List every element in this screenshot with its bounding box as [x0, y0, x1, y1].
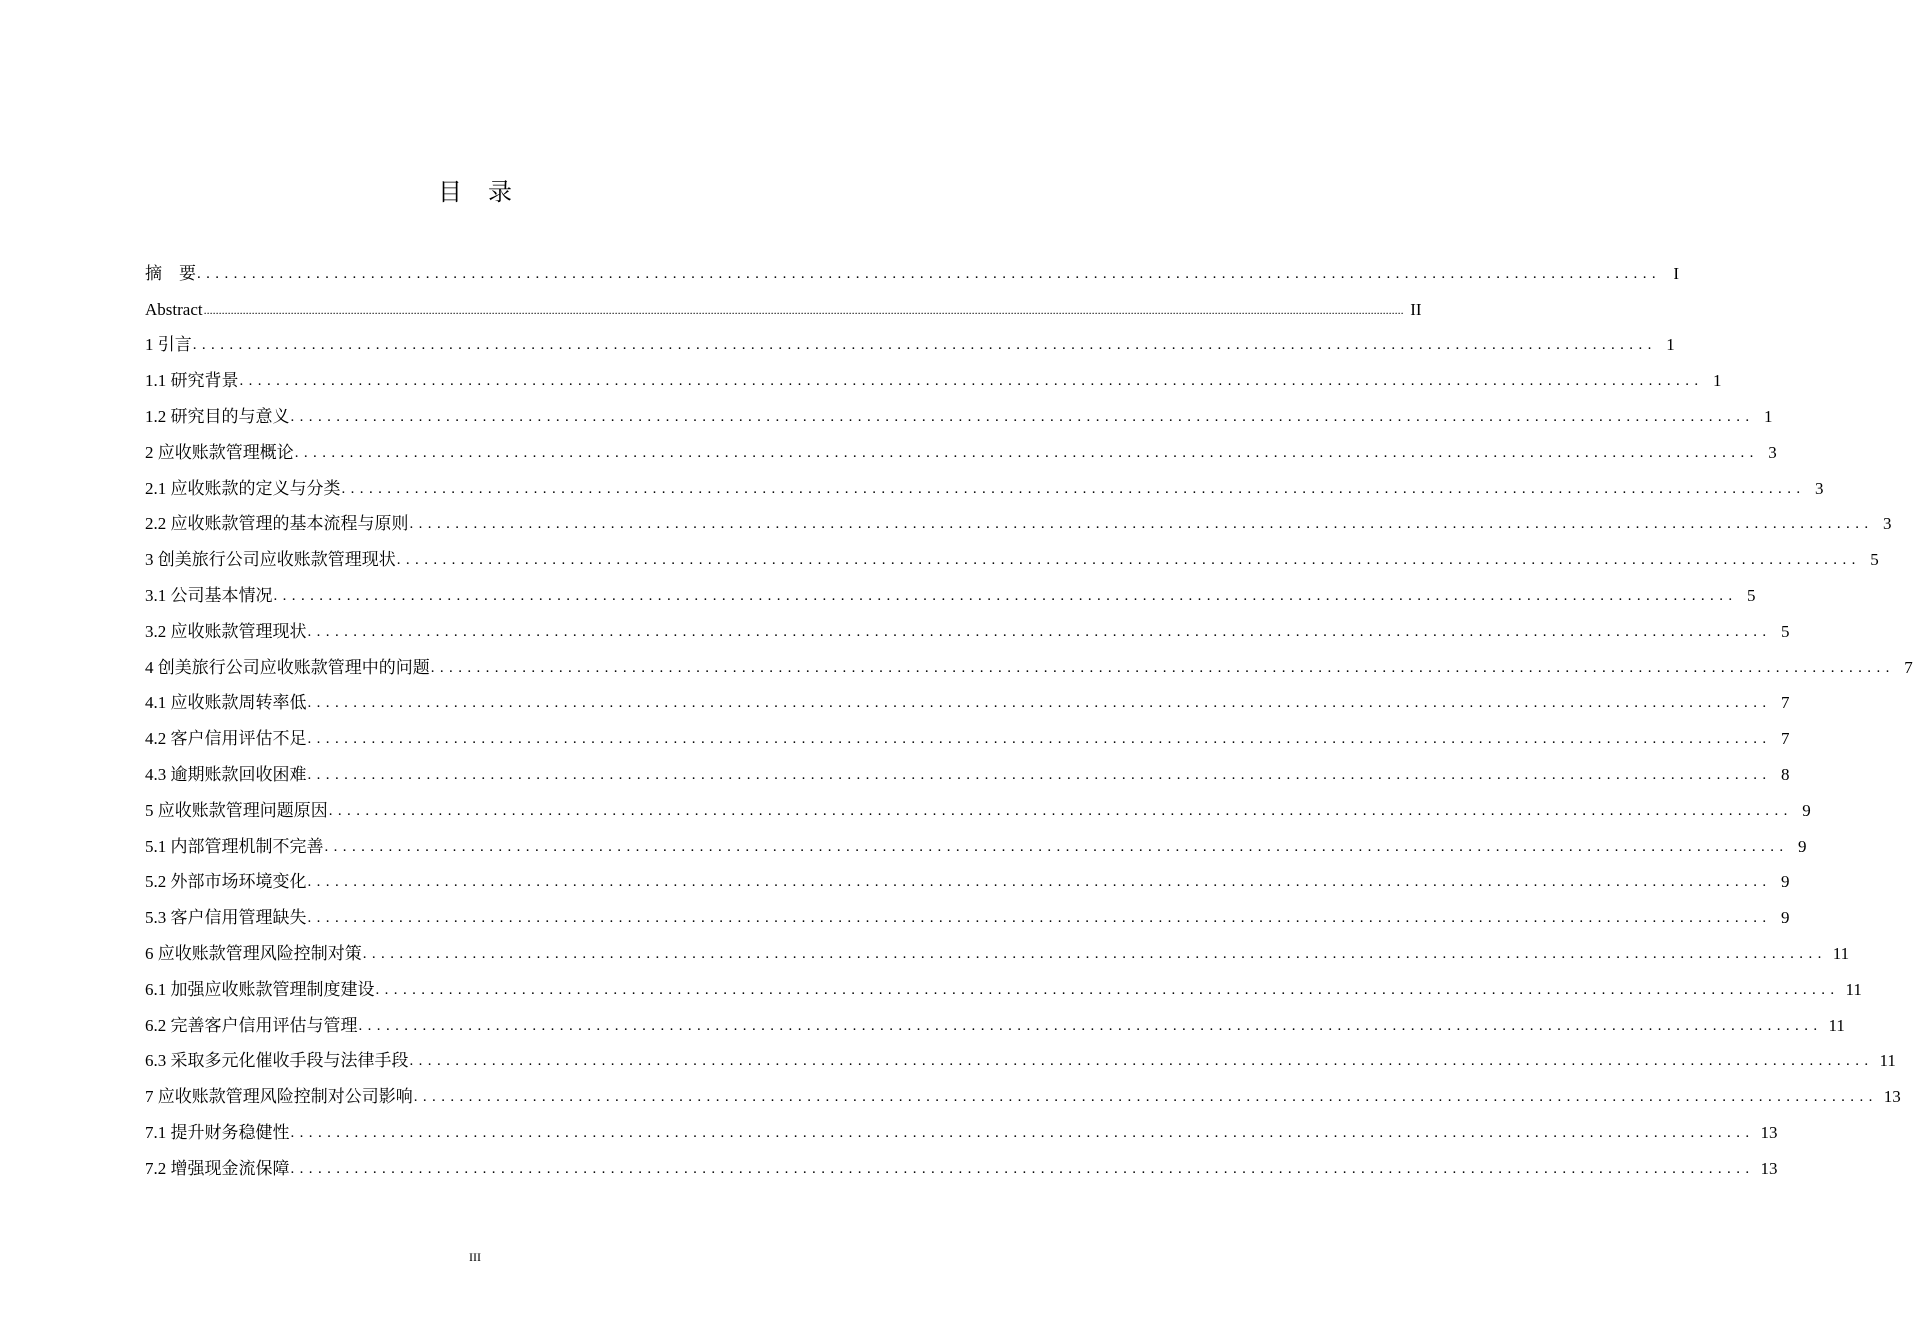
- toc-entry[interactable]: [145, 248, 1679, 284]
- toc-leader-dots: ................................................................................................................................................................: [307, 695, 1772, 712]
- toc-entry-label: 1.1 研究背景: [145, 371, 239, 391]
- toc-leader-dots: ................................................................................................................................................................: [358, 1017, 1823, 1034]
- toc-entry-label: 摘 要: [145, 263, 196, 283]
- toc-leader-dots: ................................................................................................................................................................: [307, 874, 1772, 891]
- toc-leader-dots: ................................................................................................................................................................: [307, 766, 1772, 783]
- toc-entry[interactable]: [145, 606, 1790, 642]
- toc-entry-label: 7 应收账款管理风险控制对公司影响: [145, 1087, 413, 1107]
- toc-entry[interactable]: [145, 642, 1913, 678]
- toc-leader-dots: ................................................................................................................................................................: [409, 516, 1874, 533]
- toc-entry-page: 3: [1815, 478, 1824, 498]
- toc-entry-page: 3: [1768, 442, 1777, 462]
- toc-leader-dots: ................................................................................................................................................................: [362, 945, 1827, 962]
- toc-entry[interactable]: [145, 463, 1824, 499]
- toc-entry-label: 4.2 客户信用评估不足: [145, 729, 307, 749]
- toc-entry-label: 6.2 完善客户信用评估与管理: [145, 1015, 358, 1035]
- toc-entry-label: 2 应收账款管理概论: [145, 442, 294, 462]
- toc-entry-label: 2.2 应收账款管理的基本流程与原则: [145, 514, 409, 534]
- toc-entry-page: 1: [1764, 406, 1773, 426]
- toc-entry-label: 4 创美旅行公司应收账款管理中的问题: [145, 657, 430, 677]
- toc-entry[interactable]: [145, 749, 1790, 785]
- toc-entry-label: 7.2 增强现金流保障: [145, 1158, 290, 1178]
- toc-entry[interactable]: [145, 1071, 1901, 1107]
- toc-entry-label: 3.2 应收账款管理现状: [145, 621, 307, 641]
- toc-entry-label: 5 应收账款管理问题原因: [145, 800, 328, 820]
- toc-entry[interactable]: [145, 964, 1862, 1000]
- toc-entry-page: 9: [1802, 800, 1811, 820]
- toc-entry-label: 1 引言: [145, 335, 192, 355]
- toc-leader-dots: ................................................................................................................................................................: [341, 480, 1806, 497]
- toc-leader-dots: ................................................................................................................................................................................................................................................................................................................................................................................................................: [203, 302, 1404, 317]
- toc-entry-page: I: [1673, 263, 1679, 283]
- toc-leader-dots: ................................................................................................................................................................: [324, 838, 1789, 855]
- toc-leader-dots: ................................................................................................................................................................: [307, 731, 1772, 748]
- toc-entry-page: 7: [1904, 657, 1913, 677]
- page-title: [0, 172, 950, 207]
- toc-entry[interactable]: [145, 427, 1777, 463]
- toc-leader-dots: ................................................................................................................................................................: [290, 408, 1755, 425]
- toc-entry-page: II: [1410, 299, 1422, 319]
- toc-entry-label: 6.1 加强应收账款管理制度建设: [145, 979, 375, 999]
- toc-entry[interactable]: [145, 499, 1892, 535]
- toc-entry[interactable]: [145, 713, 1790, 749]
- toc-entry-page: 1: [1713, 371, 1722, 391]
- toc-entry-label: 1.2 研究目的与意义: [145, 406, 290, 426]
- toc-entry-page: 7: [1781, 693, 1790, 713]
- toc-entry-page: 9: [1781, 872, 1790, 892]
- toc-entry[interactable]: [145, 857, 1790, 893]
- toc-entry-label: 3.1 公司基本情况: [145, 585, 273, 605]
- toc-entry-page: 13: [1760, 1122, 1778, 1142]
- toc-entry[interactable]: [145, 785, 1811, 821]
- toc-leader-dots: ................................................................................................................................................................: [239, 373, 1704, 390]
- toc-leader-dots: ................................................................................................................................................................: [294, 444, 1759, 461]
- toc-leader-dots: ................................................................................................................................................................: [307, 910, 1772, 927]
- toc-entry[interactable]: [145, 284, 1422, 320]
- toc-entry[interactable]: [145, 678, 1790, 714]
- toc-entry[interactable]: [145, 355, 1722, 391]
- toc-entry-page: 5: [1747, 585, 1756, 605]
- toc-leader-dots: ................................................................................................................................................................: [396, 552, 1861, 569]
- title-char-2: 录: [488, 180, 512, 206]
- toc-leader-dots: ................................................................................................................................................................: [290, 1124, 1755, 1141]
- toc-leader-dots: ................................................................................................................................................................: [273, 587, 1738, 604]
- toc-entry-page: 13: [1883, 1087, 1901, 1107]
- toc-leader-dots: ................................................................................................................................................................: [375, 981, 1840, 998]
- table-of-contents: [145, 248, 1913, 1179]
- toc-entry-label: 7.1 提升财务稳健性: [145, 1122, 290, 1142]
- toc-entry-page: 3: [1883, 514, 1892, 534]
- toc-entry[interactable]: [145, 570, 1756, 606]
- toc-entry-page: 1: [1666, 335, 1675, 355]
- toc-entry-label: 5.1 内部管理机制不完善: [145, 836, 324, 856]
- toc-leader-dots: ................................................................................................................................................................: [413, 1089, 1878, 1106]
- toc-leader-dots: ................................................................................................................................................................: [307, 623, 1772, 640]
- toc-entry-page: 11: [1832, 943, 1850, 963]
- toc-entry-page: 11: [1828, 1015, 1845, 1035]
- toc-entry-label: 3 创美旅行公司应收账款管理现状: [145, 550, 396, 570]
- toc-entry[interactable]: [145, 320, 1675, 356]
- toc-entry-page: 9: [1781, 908, 1790, 928]
- toc-leader-dots: ................................................................................................................................................................: [197, 265, 1661, 282]
- toc-entry-page: 11: [1879, 1051, 1896, 1071]
- toc-entry-page: 7: [1781, 729, 1790, 749]
- toc-entry[interactable]: [145, 1000, 1845, 1036]
- toc-entry-label: 4.3 逾期账款回收困难: [145, 764, 307, 784]
- toc-entry[interactable]: [145, 928, 1850, 964]
- toc-entry-label: 6.3 采取多元化催收手段与法律手段: [145, 1051, 409, 1071]
- toc-entry[interactable]: [145, 1143, 1778, 1179]
- toc-entry[interactable]: [145, 821, 1807, 857]
- toc-entry-page: 5: [1781, 621, 1790, 641]
- toc-leader-dots: ................................................................................................................................................................: [430, 659, 1895, 676]
- toc-leader-dots: ................................................................................................................................................................: [192, 337, 1657, 354]
- toc-entry-label: 5.2 外部市场环境变化: [145, 872, 307, 892]
- toc-entry-page: 9: [1798, 836, 1807, 856]
- toc-entry-page: 11: [1845, 979, 1862, 999]
- toc-entry-page: 5: [1870, 550, 1879, 570]
- toc-entry[interactable]: [145, 892, 1790, 928]
- toc-entry-label: 2.1 应收账款的定义与分类: [145, 478, 341, 498]
- toc-leader-dots: ................................................................................................................................................................: [290, 1160, 1755, 1177]
- toc-entry[interactable]: [145, 534, 1879, 570]
- toc-entry-label: 6 应收账款管理风险控制对策: [145, 943, 362, 963]
- toc-entry-label: Abstract: [145, 299, 203, 319]
- toc-entry-label: 4.1 应收账款周转率低: [145, 693, 307, 713]
- toc-entry-page: 13: [1760, 1158, 1778, 1178]
- toc-leader-dots: ................................................................................................................................................................: [328, 802, 1793, 819]
- toc-entry[interactable]: [145, 1107, 1778, 1143]
- toc-entry[interactable]: [145, 391, 1773, 427]
- toc-entry-page: 8: [1781, 764, 1790, 784]
- toc-leader-dots: ................................................................................................................................................................: [409, 1053, 1874, 1070]
- toc-entry-label: 5.3 客户信用管理缺失: [145, 908, 307, 928]
- title-char-1: 目: [438, 180, 462, 206]
- toc-entry[interactable]: [145, 1036, 1896, 1072]
- footer-page-number: III: [469, 1250, 481, 1264]
